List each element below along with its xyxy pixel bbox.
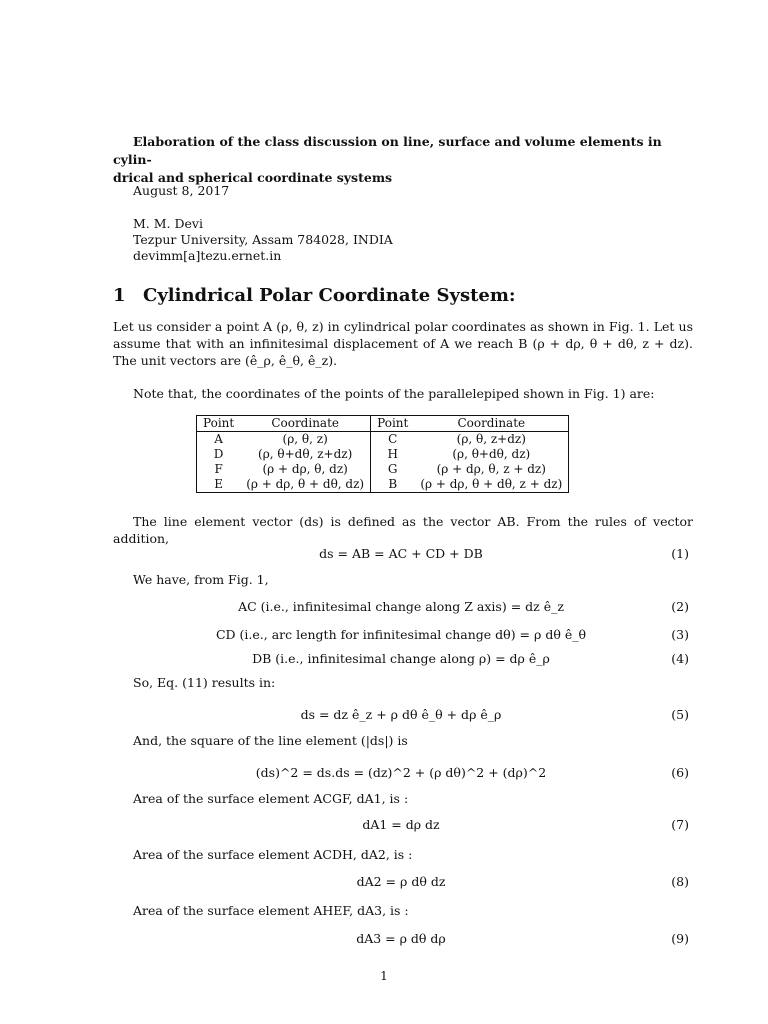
- table-cell: E: [214, 477, 223, 491]
- section-heading: [113, 284, 516, 308]
- table-row: [197, 432, 569, 448]
- title-line-1: Elaboration of the class discussion on line, surface and volume elements in cylin-: [113, 134, 662, 168]
- equation-body: AC (i.e., infinitesimal change along Z axis) = dz ê_z: [238, 599, 564, 614]
- table-cell: B: [388, 477, 398, 491]
- author: M. M. Devi: [133, 216, 203, 231]
- so-paragraph: So, Eq. (11) results in:: [133, 675, 276, 690]
- table-cell: (ρ, θ, z+dz): [456, 432, 526, 446]
- date: August 8, 2017: [133, 183, 230, 198]
- area3-paragraph: Area of the surface element AHEF, dA3, is :: [133, 903, 409, 918]
- section-number: 1: [113, 285, 126, 306]
- affiliation: Tezpur University, Assam 784028, INDIA: [133, 232, 393, 247]
- equation-6: [113, 765, 689, 785]
- section-title: Cylindrical Polar Coordinate System:: [143, 285, 516, 306]
- square-paragraph: And, the square of the line element (|ds|) is: [133, 733, 408, 748]
- header-point-2: Point: [371, 416, 415, 432]
- table-cell: C: [388, 432, 398, 446]
- equation-body: (ds)^2 = ds.ds = (dz)^2 + (ρ dθ)^2 + (dρ)^2: [255, 765, 547, 780]
- equation-label: (9): [671, 931, 689, 946]
- table-header-row: [197, 416, 569, 432]
- equation-1: [113, 546, 689, 566]
- table-cell: H: [387, 447, 398, 461]
- equation-8: [113, 874, 689, 894]
- table-cell: (ρ + dρ, θ + dθ, dz): [240, 477, 370, 493]
- we-have-paragraph: We have, from Fig. 1,: [133, 572, 269, 587]
- equation-label: (8): [671, 874, 689, 889]
- title-line-2: drical and spherical coordinate systems: [113, 170, 393, 186]
- equation-body: ds = dz ê_z + ρ dθ ê_θ + dρ ê_ρ: [300, 707, 502, 722]
- equation-label: (3): [671, 627, 689, 642]
- equation-body: dA3 = ρ dθ dρ: [356, 931, 446, 946]
- equation-label: (2): [671, 599, 689, 614]
- table-cell: (ρ + dρ, θ, z + dz): [436, 462, 546, 476]
- table-cell: (ρ, θ+dθ, dz): [452, 447, 531, 461]
- equation-label: (1): [671, 546, 689, 561]
- equation-label: (6): [671, 765, 689, 780]
- table-cell: A: [214, 432, 223, 446]
- equation-4: [113, 651, 689, 671]
- equation-body: CD (i.e., arc length for infinitesimal change dθ) = ρ dθ ê_θ: [215, 627, 586, 642]
- area1-paragraph: Area of the surface element ACGF, dA1, is :: [133, 791, 409, 806]
- page-number: 1: [380, 969, 388, 983]
- area2-paragraph: Area of the surface element ACDH, dA2, is :: [133, 847, 413, 862]
- intro-paragraph: Let us consider a point A (ρ, θ, z) in cylindrical polar coordinates as shown in Fig. 1. Let us assume that with an infinitesimal displacement of A we reach B (ρ + dρ, θ + dθ, z + dz). The unit vectors are (ê_ρ, ê_θ, ê_z).: [113, 319, 693, 368]
- equation-7: [113, 817, 689, 837]
- equation-9: [113, 931, 689, 951]
- note-paragraph: Note that, the coordinates of the points of the parallelepiped shown in Fig. 1) are:: [133, 386, 655, 401]
- table-cell: (ρ + dρ, θ + dθ, z + dz): [420, 477, 563, 491]
- table-cell: (ρ, θ+dθ, z+dz): [240, 447, 370, 462]
- equation-3: [113, 627, 689, 647]
- header-coordinate-2: Coordinate: [414, 416, 568, 432]
- equation-label: (5): [671, 707, 689, 722]
- equation-body: dA1 = dρ dz: [362, 817, 440, 832]
- equation-body: dA2 = ρ dθ dz: [356, 874, 446, 889]
- table-cell: (ρ + dρ, θ, dz): [240, 462, 370, 477]
- equation-label: (4): [671, 651, 689, 666]
- table-cell: F: [214, 462, 223, 476]
- table-cell: (ρ, θ, z): [240, 432, 370, 448]
- table-row: [197, 477, 569, 493]
- coordinate-table: [196, 415, 569, 493]
- table-row: [197, 462, 569, 477]
- email: devimm[a]tezu.ernet.in: [133, 248, 282, 263]
- equation-label: (7): [671, 817, 689, 832]
- equation-2: [113, 599, 689, 619]
- line-element-paragraph: The line element vector (ds) is defined as the vector AB. From the rules of vector addition,: [113, 514, 693, 546]
- equation-body: DB (i.e., infinitesimal change along ρ) = dρ ê_ρ: [252, 651, 550, 666]
- table-row: [197, 447, 569, 462]
- equation-body: ds = AB = AC + CD + DB: [319, 546, 483, 561]
- header-point-1: Point: [197, 416, 241, 432]
- equation-5: [113, 707, 689, 727]
- paper-title: [113, 133, 693, 187]
- header-coordinate-1: Coordinate: [240, 416, 370, 432]
- table-cell: D: [213, 447, 224, 461]
- table-cell: G: [387, 462, 398, 476]
